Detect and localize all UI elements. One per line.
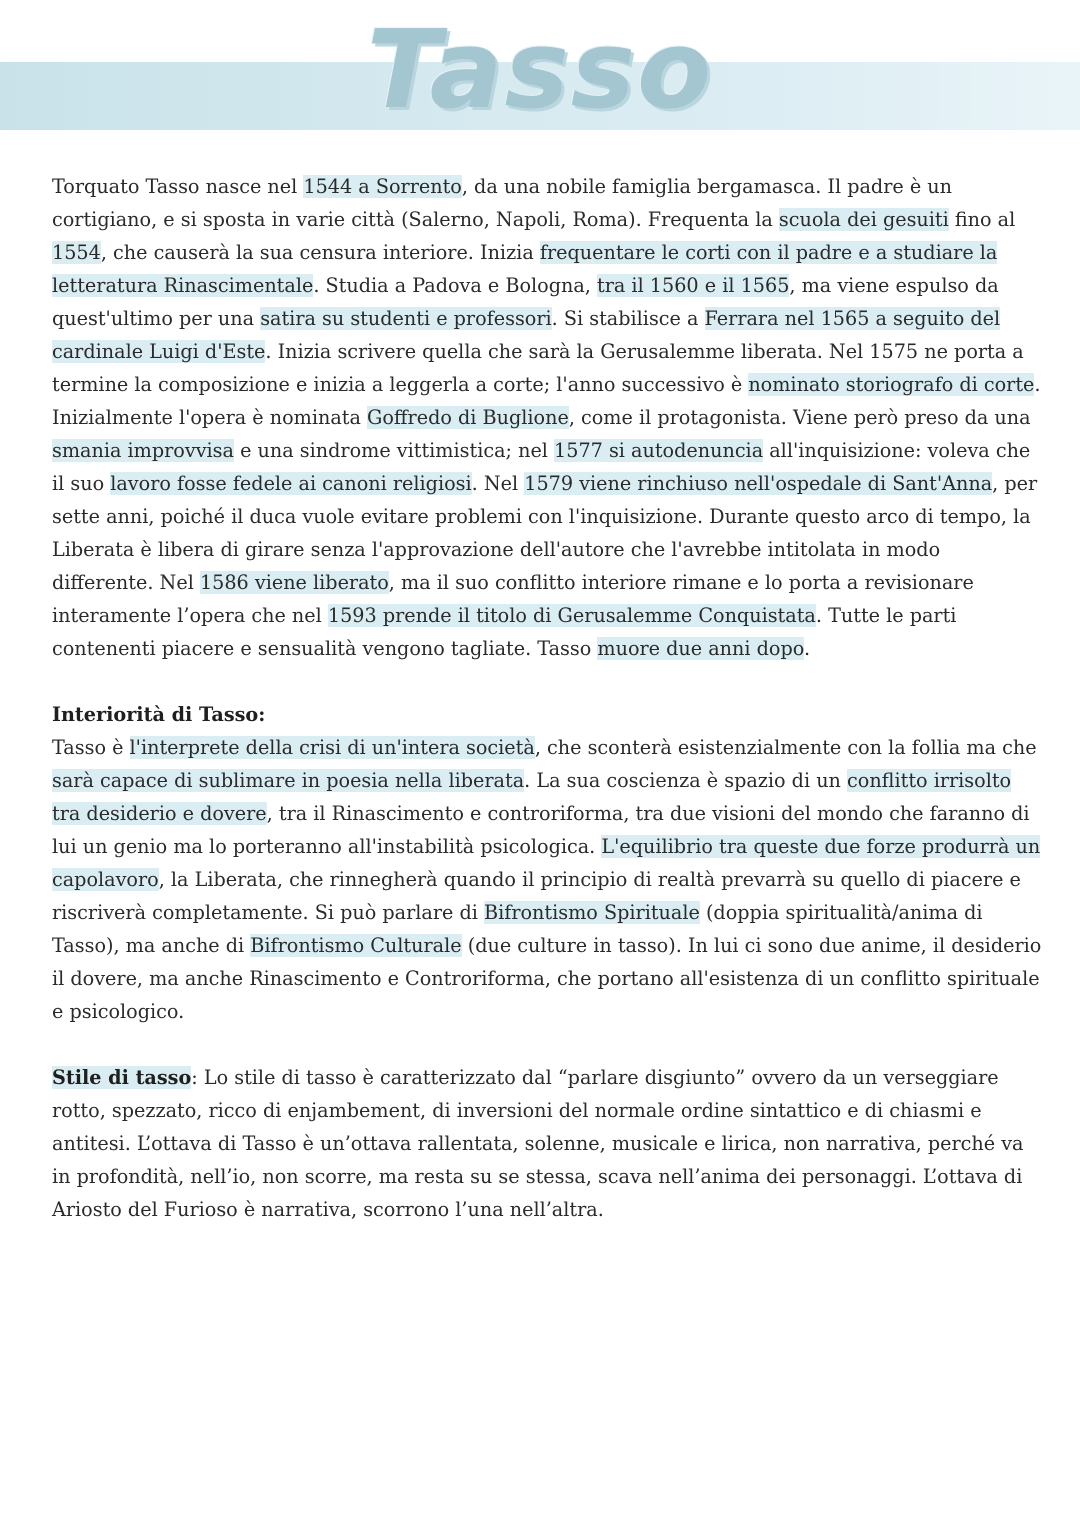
highlighted-text: 1577 si autodenuncia xyxy=(554,439,764,462)
highlighted-text: Ferrara nel 1565 a seguito del cardinale Luigi d'Este xyxy=(52,307,1001,363)
text-segment: all'inquisizione: voleva che il suo xyxy=(52,439,1031,495)
page-title: Tasso xyxy=(366,8,714,133)
text-segment: , ma il suo conflitto interiore rimane e lo porta a revisionare interamente l’opera che nel xyxy=(52,571,974,627)
text-segment: . xyxy=(803,637,811,660)
highlighted-text: satira su studenti e professori xyxy=(260,307,552,330)
highlighted-text: smania improvvisa xyxy=(52,439,234,462)
highlighted-text: muore due anni dopo xyxy=(597,637,804,660)
highlighted-text: 1579 viene rinchiuso nell'ospedale di Sant'Anna xyxy=(524,472,993,495)
highlighted-text: nominato storiografo di corte xyxy=(748,373,1035,396)
text-segment: fino al xyxy=(948,208,1016,231)
text-segment: , tra il Rinascimento e controriforma, tra due visioni del mondo che faranno di lui un genio ma lo porteranno all'instabilità psicologica. xyxy=(52,802,1030,858)
text-segment: . La sua coscienza è spazio di un xyxy=(524,769,848,792)
text-segment: , che sconterà esistenzialmente con la follia ma che xyxy=(534,736,1037,759)
highlighted-text: conflitto irrisolto tra desiderio e dovere xyxy=(52,769,1012,825)
highlighted-text: 1586 viene liberato xyxy=(199,571,389,594)
highlighted-text: L'equilibrio tra queste due forze produrrà un capolavoro xyxy=(52,835,1041,891)
text-segment: . Si stabilisce a xyxy=(551,307,705,330)
text-segment: Torquato Tasso nasce nel xyxy=(52,175,304,198)
highlighted-text: 1544 a Sorrento xyxy=(303,175,462,198)
text-segment: , per sette anni, poiché il duca vuole evitare problemi con l'inquisizione. Durante questo arco di tempo, la Liberata è libera di girare senza l'approvazione dell'autore che l'avrebbe intitolata in modo differente. Nel xyxy=(52,472,1038,594)
text-segment: (due culture in tasso). In lui ci sono due anime, il desiderio il dovere, ma anche Rinascimento e Controriforma, che portano all'esistenza di un conflitto spirituale e psicologico. xyxy=(52,934,1042,1023)
text-segment: . Studia a Padova e Bologna, xyxy=(313,274,598,297)
text-segment: . Inizialmente l'opera è nominata xyxy=(52,373,1041,429)
highlighted-text: Goffredo di Buglione xyxy=(367,406,569,429)
style-paragraph xyxy=(52,1061,1042,1226)
text-segment: , come il protagonista. Viene però preso da una xyxy=(568,406,1031,429)
text-segment: Tasso è xyxy=(52,736,130,759)
highlighted-text: Bifrontismo Spirituale xyxy=(484,901,700,924)
document-body xyxy=(52,170,1042,1226)
text-segment: , ma viene espulso da quest'ultimo per una xyxy=(52,274,999,330)
biography-paragraph xyxy=(52,170,1042,665)
highlighted-text: tra il 1560 e il 1565 xyxy=(597,274,790,297)
spacer xyxy=(52,1028,1042,1061)
highlighted-text: l'interprete della crisi di un'intera società xyxy=(129,736,535,759)
highlighted-text: frequentare le corti con il padre e a studiare la letteratura Rinascimentale xyxy=(52,241,998,297)
interiority-paragraph xyxy=(52,731,1042,1028)
text-segment: , da una nobile famiglia bergamasca. Il padre è un cortigiano, e si sposta in varie città (Salerno, Napoli, Roma). Frequenta la xyxy=(52,175,953,231)
highlighted-text: scuola dei gesuiti xyxy=(778,208,949,231)
highlighted-text: 1593 prende il titolo di Gerusalemme Conquistata xyxy=(327,604,816,627)
style-heading: Stile di tasso xyxy=(52,1066,192,1089)
text-segment: , che causerà la sua censura interiore. Inizia xyxy=(100,241,540,264)
text-segment: e una sindrome vittimistica; nel xyxy=(233,439,555,462)
text-segment: : Lo stile di tasso è caratterizzato dal “parlare disgiunto” ovvero da un verseggiare rotto, spezzato, ricco di enjambement, di inversioni del normale ordine sintattico e di chiasmi e antitesi. L’ottava di Tasso è un’ottava rallentata, solenne, musicale e lirica, non narrativa, perché va in profondità, nell’io, non scorre, ma resta su se stessa, scava nell’anima dei personaggi. L’ottava di Ariosto del Furioso è narrativa, scorrono l’una nell’altra. xyxy=(52,1066,1024,1221)
highlighted-text: 1554 xyxy=(52,241,101,264)
text-segment: . Tutte le parti contenenti piacere e sensualità vengono tagliate. Tasso xyxy=(52,604,957,660)
highlighted-text: sarà capace di sublimare in poesia nella liberata xyxy=(52,769,525,792)
text-segment: . Nel xyxy=(471,472,525,495)
highlighted-text: lavoro fosse fedele ai canoni religiosi xyxy=(110,472,472,495)
highlighted-text: Bifrontismo Culturale xyxy=(250,934,462,957)
text-segment: . Inizia scrivere quella che sarà la Gerusalemme liberata. Nel 1575 ne porta a termine la composizione e inizia a leggerla a corte; l'anno successivo è xyxy=(52,340,1024,396)
interiority-heading: Interiorità di Tasso: xyxy=(52,703,266,726)
spacer xyxy=(52,665,1042,698)
text-segment: , la Liberata, che rinnegherà quando il principio di realtà prevarrà su quello di piacere e riscriverà completamente. Si può parlare di xyxy=(52,868,1021,924)
text-segment: (doppia spiritualità/anima di Tasso), ma anche di xyxy=(52,901,983,957)
